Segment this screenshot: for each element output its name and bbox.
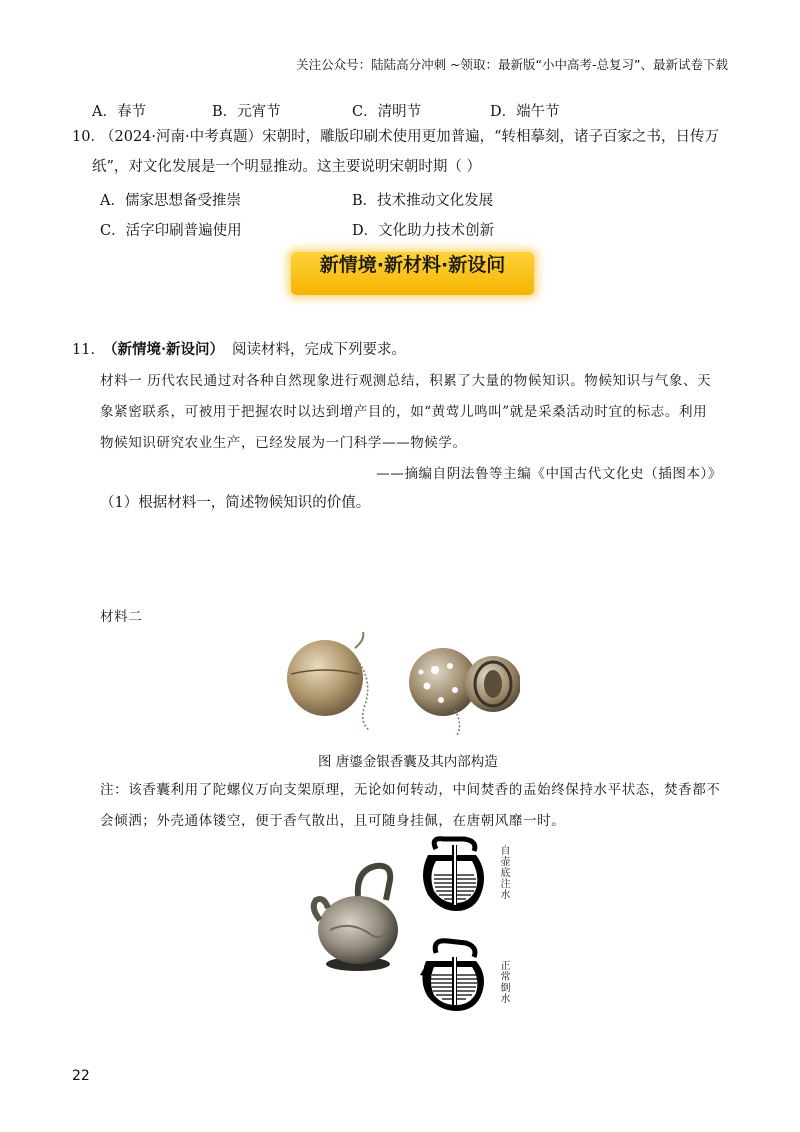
pot-diagram-bottom xyxy=(416,935,491,1015)
q9-option-b: B．元宵节 xyxy=(212,104,281,120)
pot-diagram-top xyxy=(416,835,491,915)
q10-option-b: B．技术推动文化发展 xyxy=(352,193,494,209)
q10-stem-line1: （2024·河南·中考真题）宋朝时，雕版印刷术使用更加普遍，“转相摹刻，诸子百家之书，日传万 xyxy=(100,129,720,145)
q10-option-a: A．儒家思想备受推崇 xyxy=(100,193,241,209)
material1-line1: 材料一 历代农民通过对各种自然现象进行观测总结，积累了大量的物候知识。物候知识与气象、天 xyxy=(100,373,712,389)
material1-source: ——摘编自阴法鲁等主编《中国古代文化史（插图本）》 xyxy=(376,466,722,482)
q10-number: 10． xyxy=(72,129,105,145)
q11-number: 11． xyxy=(72,342,105,358)
figure-caption: 图 唐鎏金银香囊及其内部构造 xyxy=(318,754,498,770)
teapot-image xyxy=(310,860,410,975)
q11-intro: 阅读材料，完成下列要求。 xyxy=(232,342,406,358)
material2-label: 材料二 xyxy=(100,609,143,625)
pot-label-top: 自壶底注水 xyxy=(498,845,509,900)
material1-line3: 物候知识研究农业生产，已经发展为一门科学——物候学。 xyxy=(100,435,467,451)
closed-ball-shape xyxy=(287,640,363,716)
sub-question-1: （1）根据材料一，简述物候知识的价值。 xyxy=(100,495,371,511)
material1-line2: 象紧密联系，可被用于把握农时以达到增产目的，如“黄莺儿鸣叫”就是采桑活动时宜的标志。利用 xyxy=(100,404,708,420)
q10-option-d: D．文化助力技术创新 xyxy=(352,223,495,239)
q10-option-c: C．活字印刷普遍使用 xyxy=(100,223,242,239)
material2-note-line2: 会倾洒；外壳通体镂空，便于香气散出，且可随身挂佩，在唐朝风靡一时。 xyxy=(100,813,566,829)
section-banner xyxy=(291,252,534,295)
page-header: 关注公众号：陆陆高分冲刺 ~领取：最新版“小中高考-总复习”、最新试卷下载 xyxy=(296,57,728,72)
page-number: 22 xyxy=(72,1068,90,1084)
incense-ball-image xyxy=(285,630,520,740)
pot-label-bottom: 正常倒水 xyxy=(498,960,509,1004)
material2-note-line1: 注：该香囊利用了陀螺仪万向支架原理，无论如何转动，中间焚香的盂始终保持水平状态，焚香都不 xyxy=(100,782,721,798)
section-banner-text: 新情境·新材料·新设问 xyxy=(319,254,506,276)
q11-tag: （新情境·新设问） xyxy=(103,341,225,358)
q9-option-c: C．清明节 xyxy=(352,104,422,120)
q9-option-a: A．春节 xyxy=(92,104,146,120)
q9-option-d: D．端午节 xyxy=(490,104,560,120)
q10-stem-line2: 纸”，对文化发展是一个明显推动。这主要说明宋朝时期（ ） xyxy=(92,159,482,175)
